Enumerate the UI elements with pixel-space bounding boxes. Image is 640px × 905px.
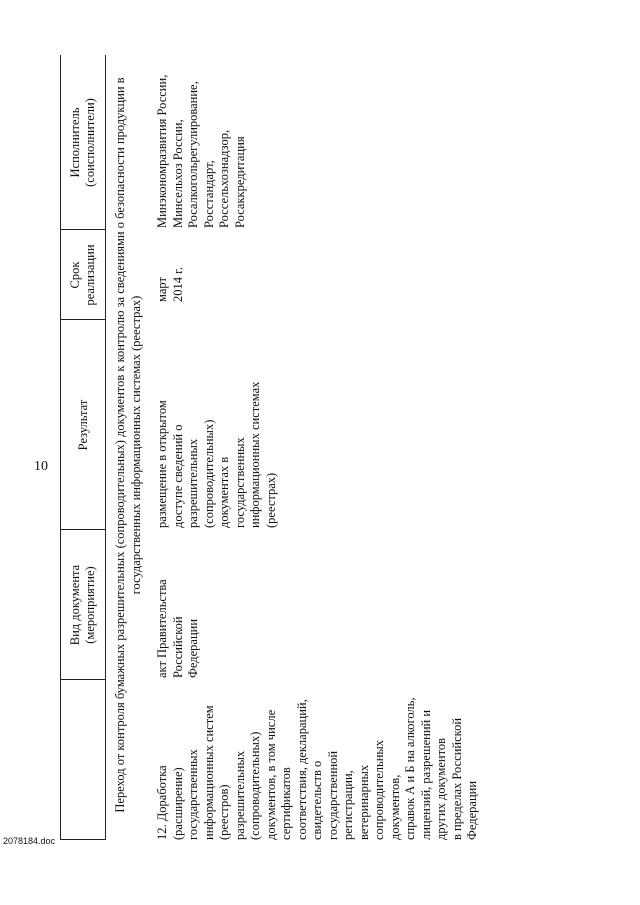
header-executor: Исполнитель (соисполнители) <box>68 98 97 187</box>
row-item-description: 12. Доработка (расширение) государственных информационных систем (реестров) разрешительных (сопроводительных) документов, в том числе сертификатов соответствия, деклараций, свидетельств о государственной регистрации, ветеринарных сопроводительных документов, справок А и Б на алкоголь, лицензий, разрешений и других документов в пределах Российской Федерации <box>155 697 479 840</box>
table-header-row <box>60 55 106 840</box>
header-result: Результат <box>75 399 90 451</box>
page-number: 10 <box>34 459 48 474</box>
row-result: размещение в открытом доступе сведений о разрешительных (сопроводительных) документах в государственных информационных системах (реестрах) <box>155 381 278 528</box>
header-deadline: Срок реализации <box>68 244 97 306</box>
row-document-type: акт Правительства Российской Федерации <box>155 579 200 678</box>
header-column-1 <box>61 680 105 840</box>
footer-document-code: 2078184.doc <box>3 836 56 846</box>
header-document-type: Вид документа (мероприятие) <box>68 564 97 646</box>
section-title: Переход от контроля бумажных разрешительных (сопроводительных) документов к контролю за сведениями о безопасности продукции в государственных информационных системах (реестрах) <box>113 77 143 813</box>
row-deadline: март 2014 г. <box>155 267 185 302</box>
rotated-table-sheet <box>60 50 490 840</box>
row-executor: Минэкономразвития России, Минсельхоз России, Росалкогольрегулирование, Росстандарт, Россельхознадзор, Росаккредитация <box>155 74 247 228</box>
